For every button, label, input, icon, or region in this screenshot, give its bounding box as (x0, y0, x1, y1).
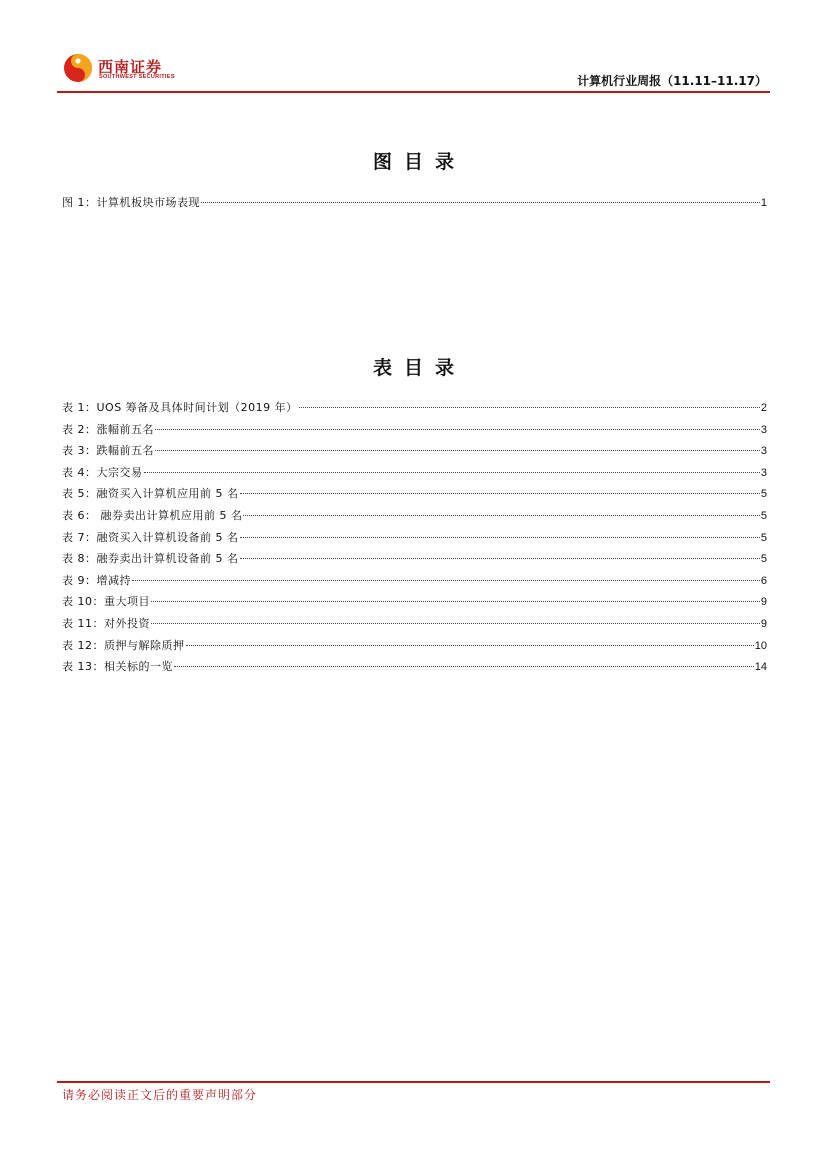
toc-entry[interactable] (62, 483, 767, 505)
footer-disclaimer: 请务必阅读正文后的重要声明部分 (62, 1088, 258, 1102)
company-logo (62, 52, 175, 84)
toc-entry[interactable] (62, 505, 767, 527)
header-divider (57, 91, 770, 93)
toc-entry[interactable] (62, 397, 767, 419)
toc-leader-dots (299, 407, 760, 408)
toc-entry-label: 表 5：融资买入计算机应用前 5 名 (62, 487, 239, 501)
toc-entry[interactable] (62, 527, 767, 549)
toc-entry-page: 1 (760, 197, 767, 209)
toc-leader-dots (155, 450, 760, 451)
toc-entry[interactable] (62, 440, 767, 462)
toc-entry[interactable] (62, 192, 767, 214)
toc-entry-label: 表 4：大宗交易 (62, 465, 143, 479)
toc-entry-page: 10 (754, 639, 767, 652)
toc-entry-label: 表 1：UOS 筹备及具体时间计划（2019 年） (62, 401, 298, 414)
toc-leader-dots (151, 601, 760, 602)
toc-entry-page: 6 (760, 574, 767, 587)
toc-entry[interactable] (62, 635, 767, 657)
toc-entry-page: 3 (760, 466, 767, 479)
toc-leader-dots (155, 429, 760, 430)
toc-entry[interactable] (62, 419, 767, 441)
toc-entry-label: 表 3：跌幅前五名 (62, 444, 154, 458)
toc-entry-page: 9 (760, 596, 767, 609)
toc-leader-dots (243, 515, 759, 516)
toc-entry[interactable] (62, 591, 767, 613)
toc-entry-label: 表 10：重大项目 (62, 595, 150, 609)
toc-entry-page: 9 (760, 617, 767, 630)
toc-entry-label: 表 7：融资买入计算机设备前 5 名 (62, 530, 239, 544)
toc-leader-dots (151, 623, 760, 624)
toc-entry-page: 5 (760, 553, 767, 566)
toc-entry-label: 表 2：涨幅前五名 (62, 422, 154, 436)
figures-toc-title: 图目录 (372, 151, 466, 173)
tables-toc-title: 表目录 (372, 357, 466, 379)
tables-toc-list (62, 397, 767, 678)
toc-leader-dots (240, 537, 760, 538)
toc-entry-label: 图 1：计算机板块市场表现 (62, 196, 200, 209)
toc-entry[interactable] (62, 462, 767, 484)
toc-entry-page: 2 (760, 402, 767, 414)
toc-leader-dots (174, 666, 754, 667)
toc-entry-page: 14 (754, 661, 767, 674)
toc-entry[interactable] (62, 613, 767, 635)
toc-leader-dots (240, 558, 760, 559)
footer-divider (57, 1081, 770, 1083)
logo-text-en: SOUTHWEST SECURITIES (99, 74, 175, 80)
toc-entry[interactable] (62, 570, 767, 592)
toc-entry-label: 表 8：融券卖出计算机设备前 5 名 (62, 552, 239, 566)
report-title: 计算机行业周报（11.11–11.17） (577, 74, 767, 88)
figures-toc-list (62, 192, 767, 214)
toc-entry-label: 表 6： 融券卖出计算机应用前 5 名 (62, 508, 243, 522)
logo-text-cn: 西南证券 (98, 58, 163, 76)
toc-leader-dots (144, 472, 760, 473)
toc-entry-page: 3 (760, 445, 767, 458)
toc-entry-label: 表 9：增减持 (62, 573, 131, 587)
toc-leader-dots (132, 580, 760, 581)
toc-entry-page: 3 (760, 423, 767, 436)
toc-entry-page: 5 (760, 531, 767, 544)
toc-leader-dots (201, 202, 760, 203)
toc-entry-label: 表 11：对外投资 (62, 616, 150, 630)
toc-entry[interactable] (62, 656, 767, 678)
toc-entry-label: 表 12：质押与解除质押 (62, 638, 185, 652)
toc-entry-page: 5 (760, 488, 767, 501)
toc-entry[interactable] (62, 548, 767, 570)
toc-leader-dots (186, 645, 754, 646)
company-logo-icon (62, 52, 94, 84)
toc-leader-dots (240, 493, 760, 494)
toc-entry-page: 5 (760, 509, 767, 522)
toc-entry-label: 表 13：相关标的一览 (62, 660, 173, 674)
